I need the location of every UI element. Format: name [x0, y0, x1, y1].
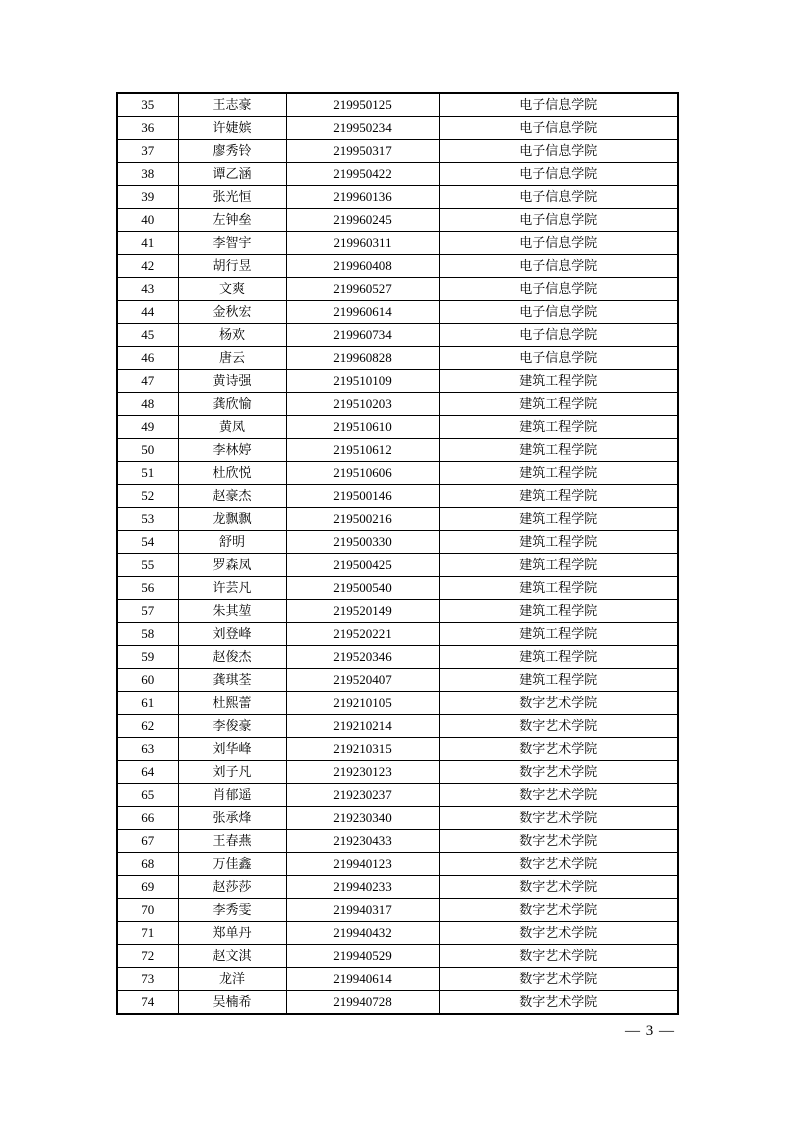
- table-row: [117, 485, 678, 508]
- student-id-cell: 219960408: [286, 255, 439, 278]
- student-id-cell: 219950234: [286, 117, 439, 140]
- student-id-cell: 219960136: [286, 186, 439, 209]
- table-row: [117, 370, 678, 393]
- student-name-cell: 李秀雯: [178, 899, 286, 922]
- table-row: [117, 209, 678, 232]
- table-row: [117, 508, 678, 531]
- college-cell: 建筑工程学院: [439, 439, 678, 462]
- student-id-cell: 219500425: [286, 554, 439, 577]
- row-number-cell: 49: [117, 416, 178, 439]
- student-name-cell: 龚欣愉: [178, 393, 286, 416]
- student-id-cell: 219960311: [286, 232, 439, 255]
- student-name-cell: 赵莎莎: [178, 876, 286, 899]
- table-row: [117, 301, 678, 324]
- table-row: [117, 600, 678, 623]
- college-cell: 数字艺术学院: [439, 830, 678, 853]
- row-number-cell: 71: [117, 922, 178, 945]
- row-number-cell: 60: [117, 669, 178, 692]
- table-row: [117, 692, 678, 715]
- table-row: [117, 623, 678, 646]
- college-cell: 数字艺术学院: [439, 968, 678, 991]
- table-row: [117, 945, 678, 968]
- student-name-cell: 龙洋: [178, 968, 286, 991]
- college-cell: 建筑工程学院: [439, 600, 678, 623]
- student-id-cell: 219950317: [286, 140, 439, 163]
- college-cell: 数字艺术学院: [439, 807, 678, 830]
- table-row: [117, 876, 678, 899]
- student-id-cell: 219230340: [286, 807, 439, 830]
- student-id-cell: 219520407: [286, 669, 439, 692]
- student-name-cell: 黄诗强: [178, 370, 286, 393]
- table-row: [117, 93, 678, 117]
- college-cell: 建筑工程学院: [439, 416, 678, 439]
- student-id-cell: 219500216: [286, 508, 439, 531]
- row-number-cell: 57: [117, 600, 178, 623]
- student-id-cell: 219520221: [286, 623, 439, 646]
- student-name-cell: 杨欢: [178, 324, 286, 347]
- row-number-cell: 37: [117, 140, 178, 163]
- college-cell: 建筑工程学院: [439, 623, 678, 646]
- student-name-cell: 许芸凡: [178, 577, 286, 600]
- student-name-cell: 黄凤: [178, 416, 286, 439]
- table-row: [117, 324, 678, 347]
- student-name-cell: 赵俊杰: [178, 646, 286, 669]
- table-row: [117, 278, 678, 301]
- college-cell: 建筑工程学院: [439, 531, 678, 554]
- row-number-cell: 56: [117, 577, 178, 600]
- row-number-cell: 41: [117, 232, 178, 255]
- student-name-cell: 杜欣悦: [178, 462, 286, 485]
- student-id-cell: 219940123: [286, 853, 439, 876]
- table-row: [117, 531, 678, 554]
- student-name-cell: 杜熙蕾: [178, 692, 286, 715]
- student-name-cell: 龙飘飘: [178, 508, 286, 531]
- student-id-cell: 219960734: [286, 324, 439, 347]
- student-id-cell: 219940529: [286, 945, 439, 968]
- row-number-cell: 45: [117, 324, 178, 347]
- row-number-cell: 69: [117, 876, 178, 899]
- student-id-cell: 219520149: [286, 600, 439, 623]
- row-number-cell: 67: [117, 830, 178, 853]
- row-number-cell: 51: [117, 462, 178, 485]
- row-number-cell: 62: [117, 715, 178, 738]
- college-cell: 电子信息学院: [439, 117, 678, 140]
- table-row: [117, 853, 678, 876]
- college-cell: 数字艺术学院: [439, 853, 678, 876]
- college-cell: 数字艺术学院: [439, 761, 678, 784]
- student-name-cell: 朱其堃: [178, 600, 286, 623]
- student-name-cell: 李俊豪: [178, 715, 286, 738]
- student-name-cell: 罗森凤: [178, 554, 286, 577]
- college-cell: 建筑工程学院: [439, 485, 678, 508]
- table-row: [117, 784, 678, 807]
- student-id-cell: 219940614: [286, 968, 439, 991]
- table-row: [117, 577, 678, 600]
- row-number-cell: 59: [117, 646, 178, 669]
- student-id-cell: 219500540: [286, 577, 439, 600]
- row-number-cell: 35: [117, 93, 178, 117]
- student-id-cell: 219230237: [286, 784, 439, 807]
- college-cell: 建筑工程学院: [439, 462, 678, 485]
- student-name-cell: 龚琪荃: [178, 669, 286, 692]
- row-number-cell: 43: [117, 278, 178, 301]
- table-row: [117, 669, 678, 692]
- table-row: [117, 715, 678, 738]
- college-cell: 建筑工程学院: [439, 554, 678, 577]
- row-number-cell: 36: [117, 117, 178, 140]
- table-row: [117, 554, 678, 577]
- college-cell: 数字艺术学院: [439, 899, 678, 922]
- row-number-cell: 46: [117, 347, 178, 370]
- student-name-cell: 刘子凡: [178, 761, 286, 784]
- row-number-cell: 40: [117, 209, 178, 232]
- student-name-cell: 文爽: [178, 278, 286, 301]
- student-id-cell: 219510109: [286, 370, 439, 393]
- student-id-cell: 219960828: [286, 347, 439, 370]
- college-cell: 建筑工程学院: [439, 646, 678, 669]
- student-name-cell: 张光恒: [178, 186, 286, 209]
- table-row: [117, 922, 678, 945]
- college-cell: 电子信息学院: [439, 301, 678, 324]
- table-row: [117, 393, 678, 416]
- college-cell: 建筑工程学院: [439, 508, 678, 531]
- student-id-cell: 219950422: [286, 163, 439, 186]
- student-name-cell: 李智宇: [178, 232, 286, 255]
- college-cell: 电子信息学院: [439, 255, 678, 278]
- table-row: [117, 899, 678, 922]
- student-name-cell: 廖秀铃: [178, 140, 286, 163]
- college-cell: 电子信息学院: [439, 186, 678, 209]
- student-name-cell: 赵豪杰: [178, 485, 286, 508]
- college-cell: 数字艺术学院: [439, 738, 678, 761]
- student-id-cell: 219230433: [286, 830, 439, 853]
- student-name-cell: 舒明: [178, 531, 286, 554]
- student-id-cell: 219510203: [286, 393, 439, 416]
- row-number-cell: 66: [117, 807, 178, 830]
- table-row: [117, 186, 678, 209]
- college-cell: 数字艺术学院: [439, 945, 678, 968]
- college-cell: 电子信息学院: [439, 93, 678, 117]
- student-name-cell: 唐云: [178, 347, 286, 370]
- student-id-cell: 219510610: [286, 416, 439, 439]
- row-number-cell: 38: [117, 163, 178, 186]
- row-number-cell: 73: [117, 968, 178, 991]
- row-number-cell: 50: [117, 439, 178, 462]
- student-name-cell: 刘登峰: [178, 623, 286, 646]
- row-number-cell: 42: [117, 255, 178, 278]
- college-cell: 电子信息学院: [439, 163, 678, 186]
- row-number-cell: 53: [117, 508, 178, 531]
- row-number-cell: 63: [117, 738, 178, 761]
- college-cell: 数字艺术学院: [439, 715, 678, 738]
- college-cell: 数字艺术学院: [439, 991, 678, 1015]
- table-row: [117, 738, 678, 761]
- student-id-cell: 219940728: [286, 991, 439, 1015]
- student-name-cell: 王志豪: [178, 93, 286, 117]
- table-row: [117, 462, 678, 485]
- row-number-cell: 47: [117, 370, 178, 393]
- college-cell: 电子信息学院: [439, 278, 678, 301]
- student-id-cell: 219510606: [286, 462, 439, 485]
- row-number-cell: 65: [117, 784, 178, 807]
- page-number: — 3 —: [625, 1023, 675, 1039]
- table-row: [117, 968, 678, 991]
- row-number-cell: 39: [117, 186, 178, 209]
- student-name-cell: 张承烽: [178, 807, 286, 830]
- table-row: [117, 232, 678, 255]
- table-row: [117, 117, 678, 140]
- student-name-cell: 吴楠希: [178, 991, 286, 1015]
- student-id-cell: 219960614: [286, 301, 439, 324]
- student-id-cell: 219960527: [286, 278, 439, 301]
- college-cell: 建筑工程学院: [439, 577, 678, 600]
- student-list-table: [116, 92, 679, 1015]
- student-table-body: [117, 93, 678, 1014]
- student-name-cell: 左钟垒: [178, 209, 286, 232]
- college-cell: 建筑工程学院: [439, 669, 678, 692]
- row-number-cell: 70: [117, 899, 178, 922]
- student-id-cell: 219940317: [286, 899, 439, 922]
- student-name-cell: 赵文淇: [178, 945, 286, 968]
- student-name-cell: 谭乙涵: [178, 163, 286, 186]
- table-row: [117, 991, 678, 1015]
- student-name-cell: 金秋宏: [178, 301, 286, 324]
- college-cell: 电子信息学院: [439, 140, 678, 163]
- college-cell: 建筑工程学院: [439, 370, 678, 393]
- table-row: [117, 163, 678, 186]
- table-row: [117, 646, 678, 669]
- college-cell: 电子信息学院: [439, 324, 678, 347]
- row-number-cell: 44: [117, 301, 178, 324]
- student-name-cell: 许婕嫔: [178, 117, 286, 140]
- student-id-cell: 219940233: [286, 876, 439, 899]
- student-name-cell: 刘华峰: [178, 738, 286, 761]
- table-row: [117, 830, 678, 853]
- student-id-cell: 219210315: [286, 738, 439, 761]
- college-cell: 电子信息学院: [439, 347, 678, 370]
- college-cell: 电子信息学院: [439, 232, 678, 255]
- student-name-cell: 肖郁遥: [178, 784, 286, 807]
- row-number-cell: 48: [117, 393, 178, 416]
- college-cell: 数字艺术学院: [439, 922, 678, 945]
- student-id-cell: 219520346: [286, 646, 439, 669]
- student-name-cell: 王春燕: [178, 830, 286, 853]
- row-number-cell: 55: [117, 554, 178, 577]
- table-row: [117, 807, 678, 830]
- table-row: [117, 140, 678, 163]
- row-number-cell: 74: [117, 991, 178, 1015]
- college-cell: 建筑工程学院: [439, 393, 678, 416]
- student-id-cell: 219510612: [286, 439, 439, 462]
- student-id-cell: 219960245: [286, 209, 439, 232]
- student-name-cell: 胡行昱: [178, 255, 286, 278]
- row-number-cell: 58: [117, 623, 178, 646]
- college-cell: 数字艺术学院: [439, 876, 678, 899]
- row-number-cell: 52: [117, 485, 178, 508]
- row-number-cell: 54: [117, 531, 178, 554]
- table-row: [117, 439, 678, 462]
- table-row: [117, 416, 678, 439]
- row-number-cell: 72: [117, 945, 178, 968]
- student-id-cell: 219500146: [286, 485, 439, 508]
- student-id-cell: 219500330: [286, 531, 439, 554]
- student-name-cell: 郑单丹: [178, 922, 286, 945]
- college-cell: 电子信息学院: [439, 209, 678, 232]
- college-cell: 数字艺术学院: [439, 784, 678, 807]
- student-name-cell: 万佳鑫: [178, 853, 286, 876]
- row-number-cell: 64: [117, 761, 178, 784]
- student-id-cell: 219940432: [286, 922, 439, 945]
- student-id-cell: 219210214: [286, 715, 439, 738]
- student-id-cell: 219950125: [286, 93, 439, 117]
- row-number-cell: 68: [117, 853, 178, 876]
- college-cell: 数字艺术学院: [439, 692, 678, 715]
- student-name-cell: 李林婷: [178, 439, 286, 462]
- table-row: [117, 761, 678, 784]
- row-number-cell: 61: [117, 692, 178, 715]
- student-id-cell: 219230123: [286, 761, 439, 784]
- table-row: [117, 347, 678, 370]
- table-row: [117, 255, 678, 278]
- student-id-cell: 219210105: [286, 692, 439, 715]
